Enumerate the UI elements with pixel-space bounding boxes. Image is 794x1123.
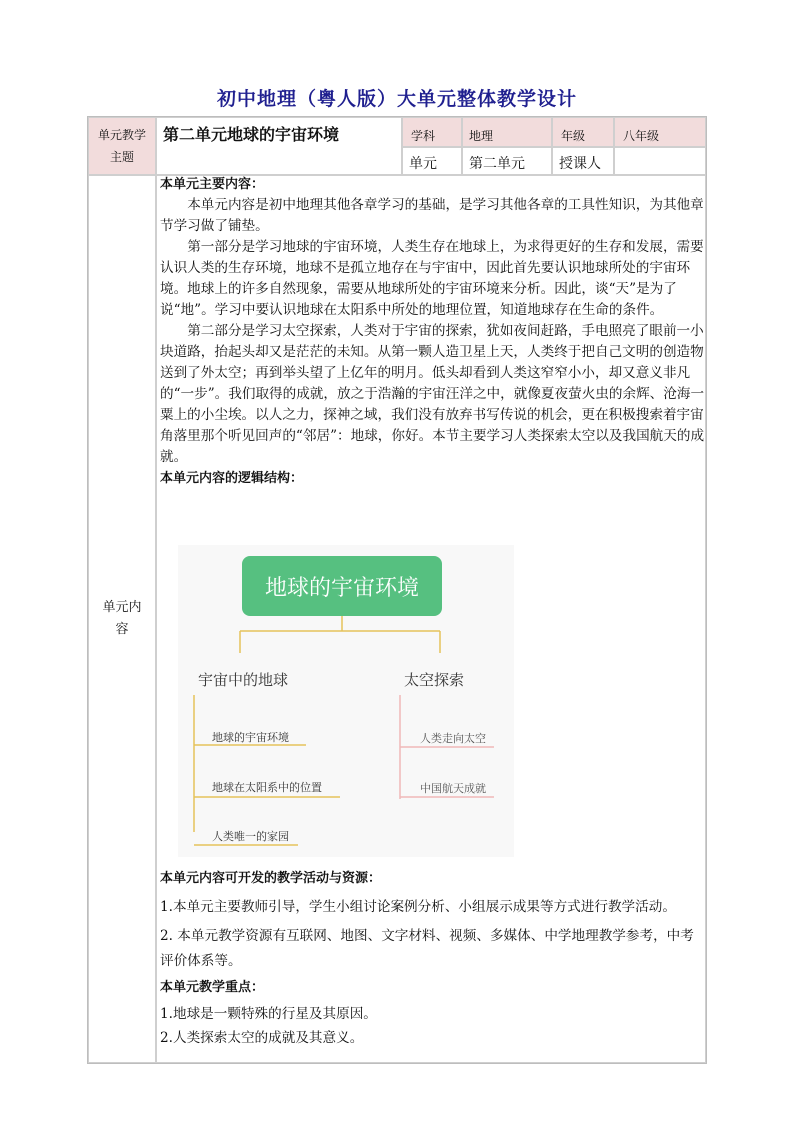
unit-label-cell (402, 147, 462, 175)
subject-value: 地理 (469, 129, 494, 143)
paragraph-part-two: 第二部分是学习太空探索，人类对于宇宙的探索，犹如夜间赶路，手电照亮了眼前一小块道路，抬起头却又是茫茫的未知。从第一颗人造卫星上天，人类终于把自己文明的创造物送到了外太空；再到举头望了上亿年的明月。低头却看到人类这窄窄小小，却又意义非凡的“一步”。我们取得的成就，放之于浩瀚的宇宙汪洋之中，就像夏夜萤火虫的余辉、沧海一粟上的小尘埃。以人之力，探神之域，我们没有放弃书写传说的机会，更在积极搜索着宇宙角落里那个听见回声的“邻居”：地球，你好。本节主要学习人类探索太空以及我国航天的成就。 (160, 323, 705, 465)
teacher-label: 授课人 (559, 156, 601, 172)
unit-value: 第二单元 (469, 156, 525, 172)
subject-label-cell (402, 117, 462, 147)
mindmap-right-item: 人类走向太空 (420, 732, 486, 745)
mindmap-right-item: 中国航天成就 (420, 782, 486, 795)
paragraph-part-one: 第一部分是学习地球的宇宙环境，人类生存在地球上，为求得更好的生存和发展，需要认识人类的生存环境，地球不是孤立地存在与宇宙中，因此首先要认识地球所处的宇宙环境。地球上的许多自然现象，需要从地球所处的宇宙环境来分析。因此，谈“天”是为了说“地”。学习中要认识地球在太阳系中所处的地理位置，知道地球存在生命的条件。 (160, 239, 704, 318)
heading-activities: 本单元内容可开发的教学活动与资源： (160, 871, 382, 886)
unit-content-continued (160, 868, 705, 1050)
theme-label-cell (88, 117, 156, 175)
teacher-value-cell (614, 147, 706, 175)
paragraph-intro: 本单元内容是初中地理其他各章学习的基础，是学习其他各章的工具性知识，为其他章节学习做了铺垫。 (160, 197, 704, 234)
heading-logic-structure: 本单元内容的逻辑结构： (160, 471, 304, 486)
theme-label: 单元教学主题 (97, 128, 146, 164)
subject-value-cell (462, 117, 552, 147)
unit-value-cell (462, 147, 552, 175)
logic-mindmap (178, 545, 514, 857)
unit-content (160, 174, 705, 489)
mindmap-branch-right: 太空探索 (404, 671, 465, 689)
mindmap-left-item: 地球在太阳系中的位置 (212, 781, 322, 794)
section-label: 单元内容 (102, 600, 142, 637)
activity-item: 2. 本单元教学资源有互联网、地图、文字材料、视频、多媒体、中学地理教学参考，中考评价体系等。 (160, 928, 694, 969)
heading-main-content: 本单元主要内容： (160, 177, 265, 192)
subject-label: 学科 (411, 129, 436, 143)
mindmap-left-item: 地球的宇宙环境 (212, 731, 289, 744)
mindmap-branch-left: 宇宙中的地球 (198, 671, 289, 689)
theme-value-cell (156, 117, 402, 175)
key-point-item: 1.地球是一颗特殊的行星及其原因。 (160, 1006, 377, 1022)
grade-value: 八年级 (623, 129, 660, 143)
activity-item: 1.本单元主要教师引导，学生小组讨论案例分析、小组展示成果等方式进行教学活动。 (160, 899, 676, 915)
grade-label: 年级 (561, 129, 586, 143)
mindmap-root-label: 地球的宇宙环境 (264, 575, 419, 601)
heading-key-points: 本单元教学重点： (160, 980, 265, 995)
theme-value: 第二单元地球的宇宙环境 (163, 125, 340, 144)
teacher-label-cell (552, 147, 614, 175)
key-point-item: 2.人类探索太空的成就及其意义。 (160, 1030, 364, 1046)
mindmap-root (242, 556, 442, 616)
unit-label: 单元 (409, 156, 437, 172)
mindmap-left-item: 人类唯一的家园 (212, 830, 289, 843)
grade-value-cell (614, 117, 706, 147)
section-label-cell (88, 175, 156, 1063)
document-title: 初中地理（粤人版）大单元整体教学设计 (216, 88, 577, 110)
grade-label-cell (552, 117, 614, 147)
